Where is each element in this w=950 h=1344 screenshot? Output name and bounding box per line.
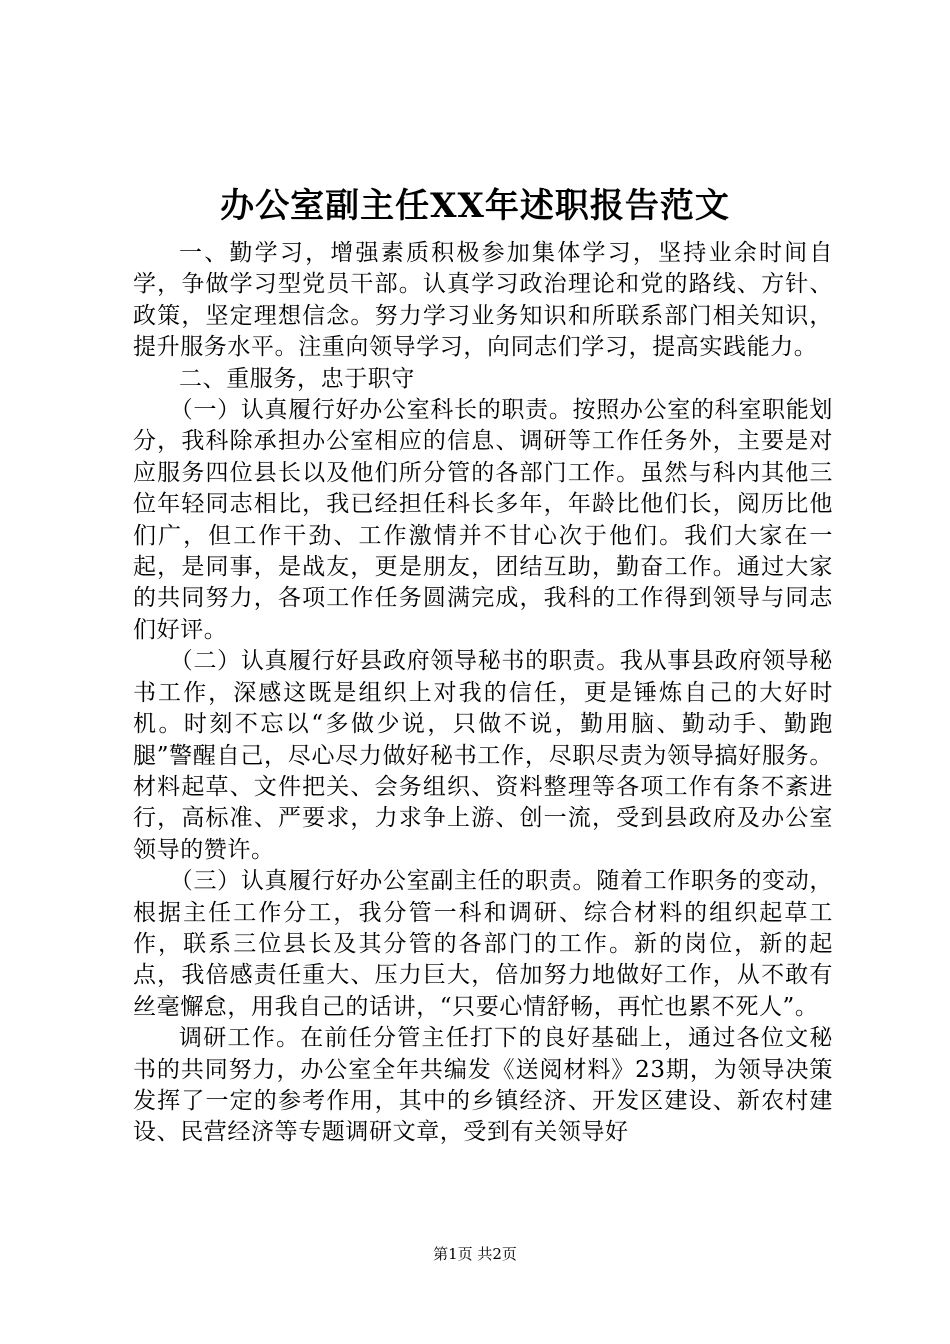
paragraph-research-work: 调研工作。在前任分管主任打下的良好基础上，通过各位文秘书的共同努力，办公室全年共编发《送阅材料》23期，为领导决策发挥了一定的参考作用，其中的乡镇经济、开发区建设、新农村建设、民营经济等专题调研文章，受到有关领导好 <box>133 1025 833 1146</box>
paragraph-deputy-director-duty: （三）认真履行好办公室副主任的职责。随着工作职务的变动，根据主任工作分工，我分管一科和调研、综合材料的组织起草工作，联系三位县长及其分管的各部门的工作。新的岗位，新的起点，我倍感责任重大、压力巨大，倍加努力地做好工作，从不敢有丝毫懈怠，用我自己的话讲，“只要心情舒畅，再忙也累不死人”。 <box>133 868 833 1020</box>
paragraph-secretary-duty: （二）认真履行好县政府领导秘书的职责。我从事县政府领导秘书工作，深感这既是组织上对我的信任，更是锤炼自己的大好时机。时刻不忘以“多做少说，只做不说，勤用脑、勤动手、勤跑腿”警醒自己，尽心尽力做好秘书工作，尽职尽责为领导搞好服务。材料起草、文件把关、会务组织、资料整理等各项工作有条不紊进行，高标准、严要求，力求争上游、创一流，受到县政府及办公室领导的赞许。 <box>133 648 833 863</box>
paragraph-study: 一、勤学习，增强素质积极参加集体学习，坚持业余时间自学，争做学习型党员干部。认真学习政治理论和党的路线、方针、政策，坚定理想信念。努力学习业务知识和所联系部门相关知识，提升服务水平。注重向领导学习，向同志们学习，提高实践能力。 <box>133 240 833 361</box>
paragraph-service-heading: 二、重服务，忠于职守 <box>179 365 415 392</box>
page-number-footer: 第1页 共2页 <box>433 1245 517 1263</box>
document-body <box>133 238 833 1149</box>
paragraph-section-chief-duty: （一）认真履行好办公室科长的职责。按照办公室的科室职能划分，我科除承担办公室相应的信息、调研等工作任务外，主要是对应服务四位县长以及他们所分管的各部门工作。虽然与科内其他三位年轻同志相比，我已经担任科长多年，年龄比他们长，阅历比他们广，但工作干劲、工作激情并不甘心次于他们。我们大家在一起，是同事，是战友，更是朋友，团结互助，勤奋工作。通过大家的共同努力，各项工作任务圆满完成，我科的工作得到领导与同志们好评。 <box>133 397 833 643</box>
document-title: 办公室副主任XX年述职报告范文 <box>220 186 730 226</box>
